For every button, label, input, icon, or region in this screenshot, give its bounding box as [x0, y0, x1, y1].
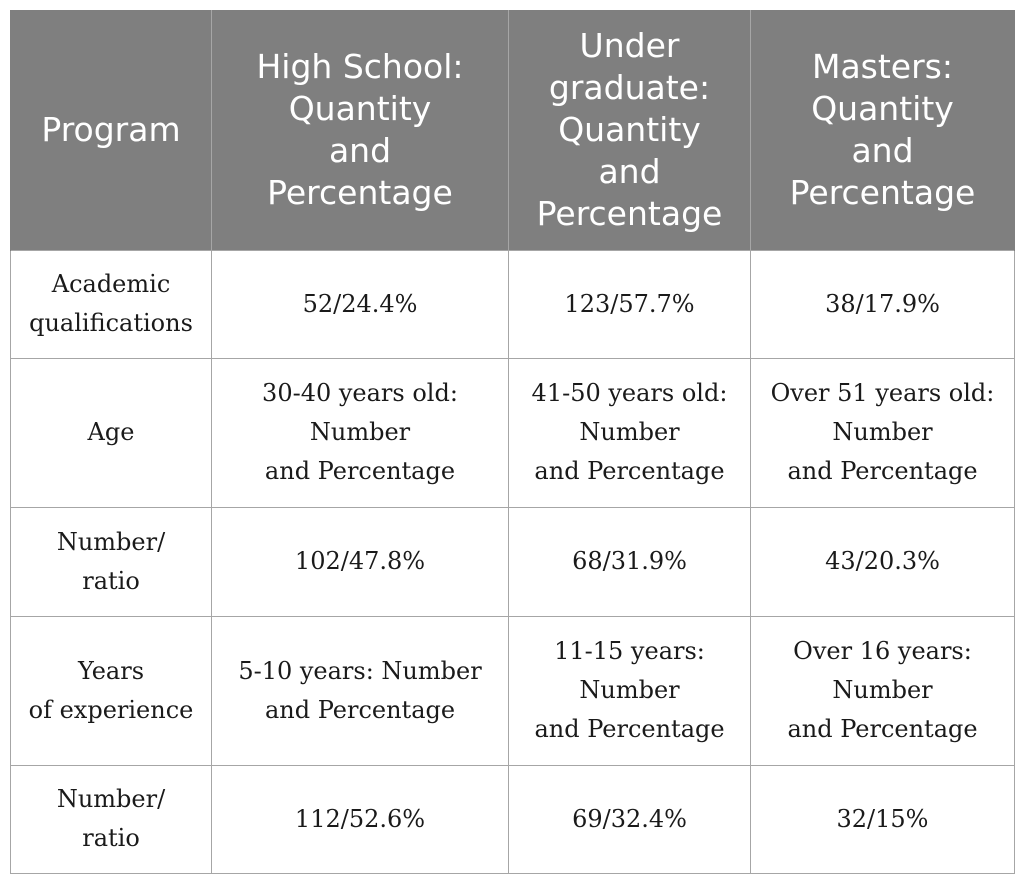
cell-value: 68/31.9%	[572, 547, 687, 575]
row-label: Age	[87, 418, 135, 446]
cell-value: 38/17.9%	[825, 289, 940, 318]
table-cell	[212, 507, 509, 616]
cell-value: Over 16 years: Number and Percentage	[787, 637, 978, 743]
row-label: Academic qualifications	[29, 270, 193, 337]
table-row	[11, 507, 1015, 616]
cell-value: 5-10 years: Number and Percentage	[238, 656, 482, 724]
table-cell	[509, 358, 751, 507]
cell-value: 30-40 years old: Number and Percentage	[262, 379, 458, 485]
row-label: Number/ ratio	[56, 785, 166, 852]
header-undergraduate-label: Under graduate: Quantity and Percentage	[536, 25, 723, 233]
table-cell	[751, 358, 1015, 507]
header-program	[11, 10, 212, 250]
cell-value: 41-50 years old: Number and Percentage	[531, 379, 728, 485]
cell-value: 69/32.4%	[572, 804, 687, 833]
header-undergraduate	[509, 10, 751, 250]
table-cell	[11, 616, 212, 765]
table-row	[11, 765, 1015, 873]
table-row	[11, 250, 1015, 358]
cell-value: 52/24.4%	[302, 289, 418, 318]
table-body	[11, 250, 1015, 873]
header-row	[11, 10, 1015, 250]
header-high-school	[212, 10, 509, 250]
table-cell	[212, 616, 509, 765]
header-masters-label: Masters: Quantity and Percentage	[789, 46, 976, 212]
table-cell	[212, 358, 509, 507]
cell-value: 123/57.7%	[564, 289, 695, 318]
cell-value: 32/15%	[836, 804, 929, 833]
header-masters	[751, 10, 1015, 250]
table-cell	[212, 250, 509, 358]
table-cell	[751, 507, 1015, 616]
table-cell	[751, 616, 1015, 765]
table-cell	[11, 507, 212, 616]
table-cell	[509, 507, 751, 616]
table-cell	[212, 765, 509, 873]
table-cell	[11, 765, 212, 873]
header-high-school-label: High School: Quantity and Percentage	[256, 46, 464, 212]
table-cell	[509, 765, 751, 873]
table-cell	[751, 250, 1015, 358]
cell-value: 11-15 years: Number and Percentage	[534, 637, 725, 743]
table-cell	[509, 250, 751, 358]
row-label: Years of experience	[28, 656, 194, 724]
table-cell	[509, 616, 751, 765]
table-cell	[11, 250, 212, 358]
cell-value: 43/20.3%	[825, 547, 940, 575]
table-header	[11, 10, 1015, 250]
table-cell	[11, 358, 212, 507]
table-row	[11, 358, 1015, 507]
row-label: Number/ ratio	[56, 527, 166, 595]
cell-value: Over 51 years old: Number and Percentage	[770, 379, 995, 485]
cell-value: 112/52.6%	[294, 804, 426, 833]
data-table	[10, 10, 1015, 874]
cell-value: 102/47.8%	[294, 547, 426, 575]
table-cell	[751, 765, 1015, 873]
header-program-label: Program	[41, 109, 181, 149]
table-row	[11, 616, 1015, 765]
